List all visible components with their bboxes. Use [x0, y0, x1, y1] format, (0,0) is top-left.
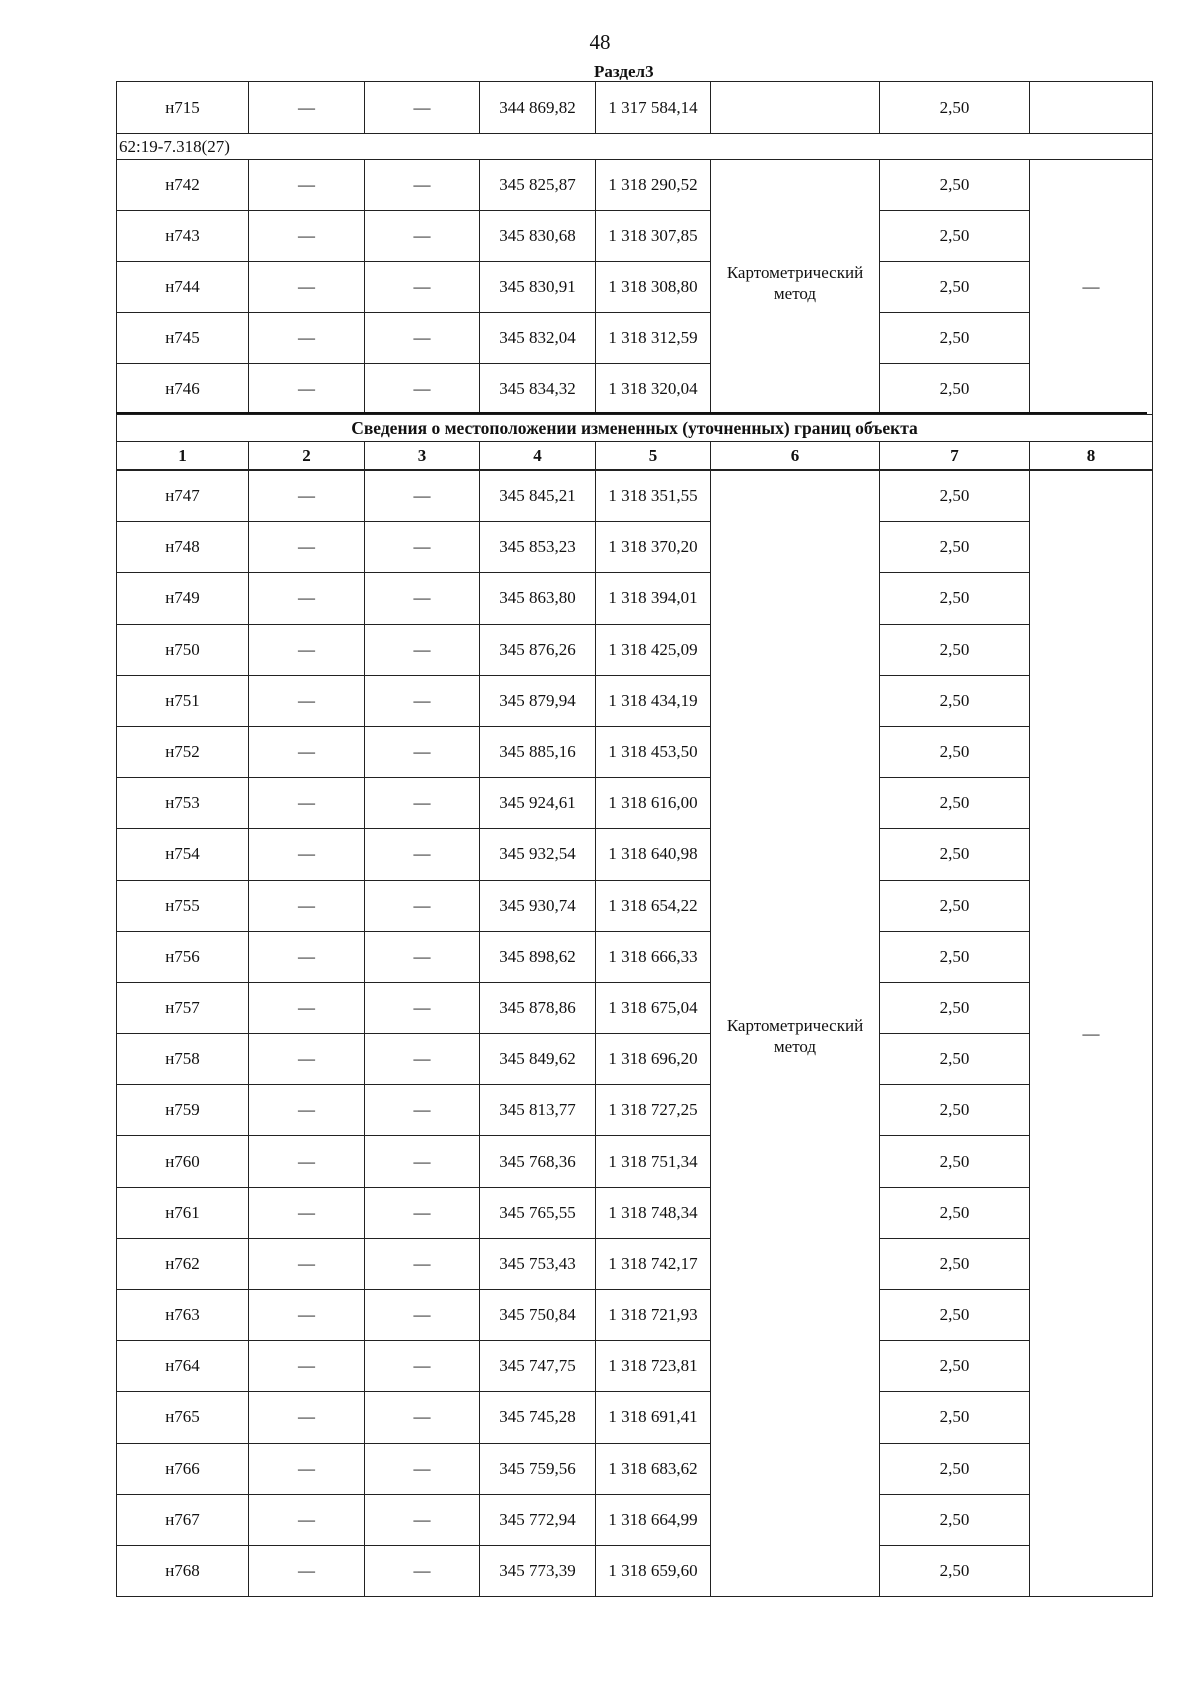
y-coordinate-cell: 1 318 640,98: [596, 829, 711, 880]
col3-cell: —: [365, 573, 480, 624]
col3-cell: —: [365, 313, 480, 364]
accuracy-cell: 2,50: [880, 573, 1030, 624]
col2-cell: —: [249, 624, 365, 675]
x-coordinate-cell: 345 825,87: [480, 160, 596, 211]
heading-row: [117, 415, 1153, 442]
point-cell: н767: [117, 1494, 249, 1545]
column-number: 8: [1030, 442, 1153, 470]
column-number: 1: [117, 442, 249, 470]
point-cell: н764: [117, 1341, 249, 1392]
table-row: [117, 573, 1153, 624]
point-cell: н757: [117, 982, 249, 1033]
col3-cell: —: [365, 931, 480, 982]
col3-cell: —: [365, 160, 480, 211]
y-coordinate-cell: 1 318 675,04: [596, 982, 711, 1033]
y-coordinate-cell: 1 318 616,00: [596, 778, 711, 829]
col3-cell: —: [365, 211, 480, 262]
group1-body: [117, 160, 1153, 415]
column-numbers-row: [117, 442, 1153, 470]
col2-cell: —: [249, 573, 365, 624]
point-cell: н754: [117, 829, 249, 880]
point-cell: н756: [117, 931, 249, 982]
y-coordinate-cell: 1 318 751,34: [596, 1136, 711, 1187]
col2-cell: —: [249, 471, 365, 522]
col2-cell: —: [249, 1392, 365, 1443]
accuracy-cell: 2,50: [880, 726, 1030, 777]
table-row: [117, 726, 1153, 777]
table-row: [117, 160, 1153, 211]
table-row: [117, 1085, 1153, 1136]
y-coordinate-cell: 1 318 370,20: [596, 522, 711, 573]
accuracy-cell: 2,50: [880, 1136, 1030, 1187]
section-heading: Сведения о местоположении измененных (уточненных) границ объекта: [117, 415, 1153, 442]
table-row: [117, 211, 1153, 262]
top-row-table: [116, 81, 1153, 134]
accuracy-cell: 2,50: [880, 1392, 1030, 1443]
accuracy-cell: 2,50: [880, 829, 1030, 880]
accuracy-cell: 2,50: [880, 675, 1030, 726]
col3-cell: —: [365, 471, 480, 522]
y-coordinate-cell: 1 318 748,34: [596, 1187, 711, 1238]
x-coordinate-cell: 345 773,39: [480, 1545, 596, 1596]
table-row: [117, 778, 1153, 829]
x-coordinate-cell: 345 849,62: [480, 1034, 596, 1085]
col2-cell: —: [249, 931, 365, 982]
x-coordinate-cell: 345 885,16: [480, 726, 596, 777]
y-coordinate-cell: 1 318 659,60: [596, 1545, 711, 1596]
col2-cell: —: [249, 982, 365, 1033]
table-row: [117, 1392, 1153, 1443]
x-coordinate-cell: 345 830,68: [480, 211, 596, 262]
col2-cell: —: [249, 1238, 365, 1289]
table-row: [117, 1187, 1153, 1238]
x-coordinate-cell: 345 845,21: [480, 471, 596, 522]
col2-cell: —: [249, 1034, 365, 1085]
point-cell: н750: [117, 624, 249, 675]
table-row: [117, 624, 1153, 675]
accuracy-cell: 2,50: [880, 1187, 1030, 1238]
method-text: Картометрический метод: [726, 1015, 864, 1056]
y-coordinate-cell: 1 318 290,52: [596, 160, 711, 211]
table-row: [117, 1034, 1153, 1085]
col3-cell: —: [365, 1238, 480, 1289]
col3-cell: —: [365, 982, 480, 1033]
x-coordinate-cell: 345 878,86: [480, 982, 596, 1033]
col2-cell: —: [249, 726, 365, 777]
x-coordinate-cell: 345 834,32: [480, 364, 596, 415]
y-coordinate-cell: 1 318 666,33: [596, 931, 711, 982]
point-cell: н751: [117, 675, 249, 726]
col3-cell: —: [365, 1290, 480, 1341]
col2-cell: —: [249, 313, 365, 364]
heading-table: [116, 414, 1153, 470]
col3-cell: —: [365, 880, 480, 931]
x-coordinate-cell: 345 753,43: [480, 1238, 596, 1289]
accuracy-cell: 2,50: [880, 880, 1030, 931]
x-coordinate-cell: 345 853,23: [480, 522, 596, 573]
point-cell: н746: [117, 364, 249, 415]
accuracy-cell: 2,50: [880, 778, 1030, 829]
table-row: [117, 82, 1153, 134]
table-row: [117, 471, 1153, 522]
accuracy-cell: 2,50: [880, 364, 1030, 415]
group1-table: [116, 133, 1153, 415]
point-cell: н768: [117, 1545, 249, 1596]
accuracy-cell: 2,50: [880, 1494, 1030, 1545]
y-coordinate-cell: 1 318 312,59: [596, 313, 711, 364]
y-coordinate-cell: 1 317 584,14: [596, 82, 711, 134]
x-coordinate-cell: 345 768,36: [480, 1136, 596, 1187]
column-number: 6: [711, 442, 880, 470]
column-number: 3: [365, 442, 480, 470]
y-coordinate-cell: 1 318 351,55: [596, 471, 711, 522]
accuracy-cell: 2,50: [880, 1085, 1030, 1136]
x-coordinate-cell: 345 832,04: [480, 313, 596, 364]
x-coordinate-cell: 345 924,61: [480, 778, 596, 829]
col3-cell: —: [365, 1494, 480, 1545]
section-label: Раздел3: [594, 62, 654, 81]
point-cell: н748: [117, 522, 249, 573]
col2-cell: —: [249, 829, 365, 880]
point-cell: н765: [117, 1392, 249, 1443]
col3-cell: —: [365, 624, 480, 675]
col3-cell: —: [365, 262, 480, 313]
accuracy-cell: 2,50: [880, 1034, 1030, 1085]
col3-cell: —: [365, 1187, 480, 1238]
accuracy-cell: 2,50: [880, 1545, 1030, 1596]
table-row: [117, 1443, 1153, 1494]
accuracy-cell: 2,50: [880, 1238, 1030, 1289]
col3-cell: —: [365, 829, 480, 880]
x-coordinate-cell: 345 876,26: [480, 624, 596, 675]
accuracy-cell: 2,50: [880, 211, 1030, 262]
table-row: [117, 829, 1153, 880]
x-coordinate-cell: 345 765,55: [480, 1187, 596, 1238]
col3-cell: —: [365, 82, 480, 134]
col3-cell: —: [365, 522, 480, 573]
accuracy-cell: 2,50: [880, 262, 1030, 313]
y-coordinate-cell: 1 318 683,62: [596, 1443, 711, 1494]
table-row: [117, 931, 1153, 982]
table-row: [117, 262, 1153, 313]
point-cell: н755: [117, 880, 249, 931]
y-coordinate-cell: 1 318 696,20: [596, 1034, 711, 1085]
accuracy-cell: 2,50: [880, 471, 1030, 522]
x-coordinate-cell: 345 759,56: [480, 1443, 596, 1494]
col2-cell: —: [249, 262, 365, 313]
point-cell: н762: [117, 1238, 249, 1289]
col2-cell: —: [249, 1443, 365, 1494]
col2-cell: —: [249, 1494, 365, 1545]
col3-cell: —: [365, 1545, 480, 1596]
table-row: [117, 1136, 1153, 1187]
x-coordinate-cell: 345 930,74: [480, 880, 596, 931]
col3-cell: —: [365, 675, 480, 726]
col3-cell: —: [365, 1341, 480, 1392]
y-coordinate-cell: 1 318 307,85: [596, 211, 711, 262]
point-cell: н749: [117, 573, 249, 624]
accuracy-cell: 2,50: [880, 1341, 1030, 1392]
point-cell: н752: [117, 726, 249, 777]
col2-cell: —: [249, 880, 365, 931]
point-cell: н761: [117, 1187, 249, 1238]
x-coordinate-cell: 345 932,54: [480, 829, 596, 880]
x-coordinate-cell: 345 898,62: [480, 931, 596, 982]
point-cell: н758: [117, 1034, 249, 1085]
x-coordinate-cell: 345 813,77: [480, 1085, 596, 1136]
x-coordinate-cell: 345 830,91: [480, 262, 596, 313]
x-coordinate-cell: 345 747,75: [480, 1341, 596, 1392]
col3-cell: —: [365, 1392, 480, 1443]
col2-cell: —: [249, 675, 365, 726]
table-row: [117, 1238, 1153, 1289]
group2-body: [117, 471, 1153, 1597]
group2-table: [116, 470, 1153, 1597]
method-cell: [711, 82, 880, 134]
y-coordinate-cell: 1 318 425,09: [596, 624, 711, 675]
point-cell: н763: [117, 1290, 249, 1341]
point-cell: н760: [117, 1136, 249, 1187]
x-coordinate-cell: 345 745,28: [480, 1392, 596, 1443]
col2-cell: —: [249, 160, 365, 211]
col2-cell: —: [249, 778, 365, 829]
point-cell: н715: [117, 82, 249, 134]
y-coordinate-cell: 1 318 664,99: [596, 1494, 711, 1545]
accuracy-cell: 2,50: [880, 82, 1030, 134]
accuracy-cell: 2,50: [880, 522, 1030, 573]
y-coordinate-cell: 1 318 654,22: [596, 880, 711, 931]
table-row: [117, 675, 1153, 726]
column-number: 5: [596, 442, 711, 470]
table-row: [117, 1545, 1153, 1596]
point-cell: н759: [117, 1085, 249, 1136]
page-number: 48: [589, 30, 611, 54]
table-row: [117, 1341, 1153, 1392]
point-cell: н747: [117, 471, 249, 522]
method-cell: [711, 160, 880, 415]
point-cell: н753: [117, 778, 249, 829]
y-coordinate-cell: 1 318 723,81: [596, 1341, 711, 1392]
cadastral-number: 62:19-7.318(27): [117, 134, 1153, 160]
y-coordinate-cell: 1 318 434,19: [596, 675, 711, 726]
point-cell: н742: [117, 160, 249, 211]
table-row: [117, 982, 1153, 1033]
x-coordinate-cell: 345 750,84: [480, 1290, 596, 1341]
y-coordinate-cell: 1 318 742,17: [596, 1238, 711, 1289]
accuracy-cell: 2,50: [880, 624, 1030, 675]
col3-cell: —: [365, 1443, 480, 1494]
table-row: [117, 522, 1153, 573]
point-cell: н766: [117, 1443, 249, 1494]
y-coordinate-cell: 1 318 727,25: [596, 1085, 711, 1136]
x-coordinate-cell: 344 869,82: [480, 82, 596, 134]
cadastral-row: [117, 134, 1153, 160]
method-cell: [711, 471, 880, 1597]
point-cell: н744: [117, 262, 249, 313]
col2-cell: —: [249, 1545, 365, 1596]
col8-cell: [1030, 82, 1153, 134]
y-coordinate-cell: 1 318 453,50: [596, 726, 711, 777]
method-text: Картометрический метод: [726, 263, 864, 303]
column-number: 7: [880, 442, 1030, 470]
x-coordinate-cell: 345 772,94: [480, 1494, 596, 1545]
point-cell: н745: [117, 313, 249, 364]
col2-cell: —: [249, 82, 365, 134]
y-coordinate-cell: 1 318 721,93: [596, 1290, 711, 1341]
table-row: [117, 880, 1153, 931]
col3-cell: —: [365, 778, 480, 829]
accuracy-cell: 2,50: [880, 1290, 1030, 1341]
point-cell: н743: [117, 211, 249, 262]
col2-cell: —: [249, 1290, 365, 1341]
accuracy-cell: 2,50: [880, 160, 1030, 211]
col3-cell: —: [365, 364, 480, 415]
x-coordinate-cell: 345 863,80: [480, 573, 596, 624]
col8-cell: —: [1030, 471, 1153, 1597]
table-row: [117, 1290, 1153, 1341]
accuracy-cell: 2,50: [880, 931, 1030, 982]
col3-cell: —: [365, 1136, 480, 1187]
accuracy-cell: 2,50: [880, 1443, 1030, 1494]
y-coordinate-cell: 1 318 320,04: [596, 364, 711, 415]
col3-cell: —: [365, 1034, 480, 1085]
y-coordinate-cell: 1 318 691,41: [596, 1392, 711, 1443]
col3-cell: —: [365, 726, 480, 777]
col3-cell: —: [365, 1085, 480, 1136]
col2-cell: —: [249, 1085, 365, 1136]
table-row: [117, 313, 1153, 364]
table-row: [117, 364, 1153, 415]
y-coordinate-cell: 1 318 394,01: [596, 573, 711, 624]
col8-cell: —: [1030, 160, 1153, 415]
col2-cell: —: [249, 1187, 365, 1238]
x-coordinate-cell: 345 879,94: [480, 675, 596, 726]
y-coordinate-cell: 1 318 308,80: [596, 262, 711, 313]
table-row: [117, 1494, 1153, 1545]
col2-cell: —: [249, 1341, 365, 1392]
col2-cell: —: [249, 211, 365, 262]
col2-cell: —: [249, 364, 365, 415]
col2-cell: —: [249, 522, 365, 573]
accuracy-cell: 2,50: [880, 313, 1030, 364]
column-number: 2: [249, 442, 365, 470]
col2-cell: —: [249, 1136, 365, 1187]
accuracy-cell: 2,50: [880, 982, 1030, 1033]
column-number: 4: [480, 442, 596, 470]
